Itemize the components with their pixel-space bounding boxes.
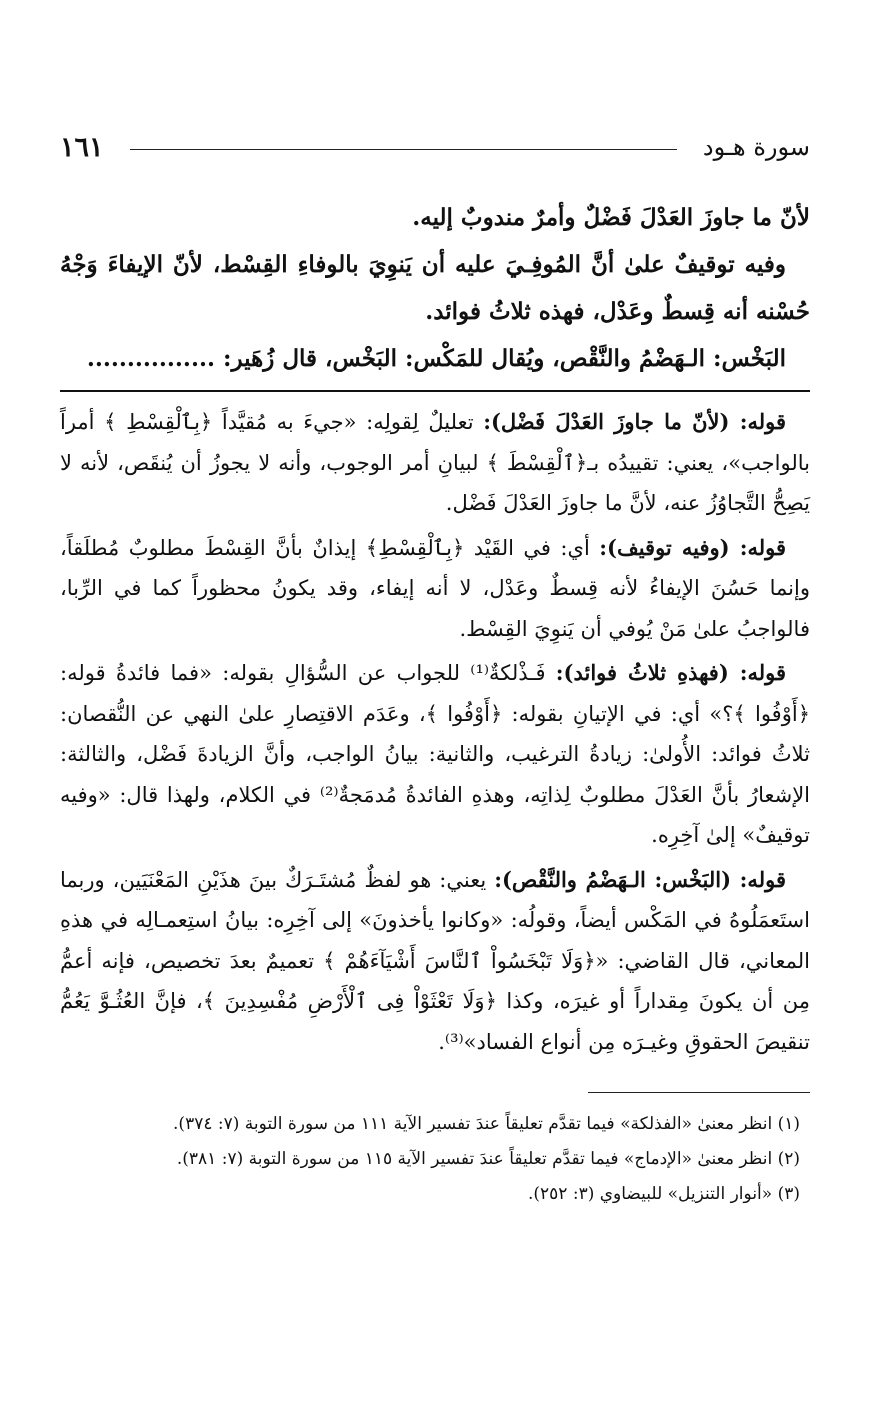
commentary-text-2: أي: في القَيْد ﴿بِٱلْقِسْطِ﴾ إيذانٌ بأنَّ القِسْطَ مطلوبٌ مُطلَقاً، وإنما حَسُنَ الإيفاءُ لأنه قِسطٌ وعَدْل، لا أنه إيفاء، وقد يكونُ محظوراً كما في الرِّبا، فالواجبُ علىٰ مَنْ يُوفي أن يَنوِيَ القِسْط. (60, 535, 810, 641)
commentary-paragraph-3 (60, 653, 810, 856)
text-commentary-divider (60, 390, 810, 392)
footnote-2: (٢) انظر معنىٰ «الإدماج» فيما تقدَّم تعليقاً عندَ تفسير الآية ١١٥ من سورة التوبة (٧: ٣٨١). (176, 1149, 800, 1169)
main-line-1: لأنّ ما جاوزَ العَدْلَ فَضْلٌ وأمرٌ مندوبٌ إليه. (412, 204, 810, 231)
commentary-lead-1: قوله: (لأنّ ما جاوزَ العَدْلَ فَضْل): (483, 409, 786, 434)
footnote-divider (588, 1092, 810, 1093)
commentary-paragraph-1 (60, 402, 810, 524)
page-header (60, 120, 810, 174)
commentary-text-1: تعليلٌ لِقولِه: «جيءَ به مُقيَّداً ﴿بِٱلْقِسْطِ ﴾ أمراً بالواجب»، يعني: تقييدُه بـ﴿ٱلْقِسْطَ ﴾ لبيانِ أمر الوجوب، وأنه لا يجوزُ أن يُنقَص، لأنه لا يَصِحُّ التَّجاوُزُ عنه، لأنَّ ما جاوزَ العَدْلَ فَضْل. (60, 410, 810, 515)
commentary-lead-4: قوله: (البَخْس: الـهَضْمُ والنَّقْص): (494, 866, 786, 892)
footnote-3: (٣) «أنوار التنزيل» للبيضاوي (٣: ٢٥٢). (527, 1184, 800, 1204)
commentary-lead-3: قوله: (فهذهِ ثلاثُ فوائد): (555, 660, 786, 685)
commentary-text-3: فَـذْلكةٌ⁽¹⁾ للجواب عن السُّؤالِ بقوله: «فما فائدةُ قوله: ﴿أَوْفُوا ﴾؟» أي: في الإتيانِ بقوله: ﴿أَوْفُوا ﴾، وعَدَم الاقتِصارِ علىٰ النهي عن النُّقصان: ثلاثُ فوائد: الأُولىٰ: زيادةُ الترغيب، والثانية: بيانُ الواجب، وأنَّ الزيادةَ فَضْل، والثالثة: الإشعارُ بأنَّ العَدْلَ مطلوبٌ لِذاتِه، وهذهِ الفائدةُ مُدمَجةٌ⁽²⁾ في الكلام، ولهذا قال: «وفيه توقيفٌ» إلىٰ آخِرِه. (60, 661, 811, 847)
page-number: ١٦١ (60, 131, 104, 163)
surah-title: سورة هـود (702, 133, 810, 161)
book-page (60, 120, 810, 1212)
main-line-3: البَخْس: الـهَضْمُ والنَّقْص، ويُقال للمَكْس: البَخْس، قال زُهَير: ................ (86, 345, 786, 372)
commentary-paragraph-4 (60, 860, 810, 1063)
commentary-text-4: يعني: هو لفظٌ مُشتَـرَكٌ بينَ هذَيْنِ المَعْنَيَين، وربما استَعمَلُوهُ في المَكْس أيضاً، وقولُه: «وكانوا يأخذونَ» إلى آخِرِه: بيانُ استِعمـالِه في هذهِ المعاني، قال القاضي: «﴿وَلَا تَبْخَسُواْ ٱلنَّاسَ أَشْيَآءَهُمْ ﴾ تعميمٌ بعدَ تخصيص، فإنه أعمُّ مِن أن يكونَ مِقداراً أو غيرَه، وكذا ﴿وَلَا تَعْثَوْاْ فِى ٱلْأَرْضِ مُفْسِدِينَ ﴾، فإنَّ العُثُـوَّ يَعُمُّ تنقيصَ الحقوقِ وغيـرَه مِن أنواع الفساد»⁽³⁾. (60, 867, 810, 1054)
footnotes (60, 1107, 810, 1212)
commentary (60, 402, 810, 1062)
main-paragraph-2: وفيه توقيفٌ علىٰ أنَّ المُوفِـيَ عليه أن يَنوِيَ بالوفاءِ القِسْط، لأنّ الإيفاءَ وَجْهُ حُسْنه أنه قِسطٌ وعَدْل، فهذه ثلاثُ فوائد. (60, 251, 810, 325)
main-text (60, 194, 810, 382)
header-rule (130, 149, 677, 150)
footnote-1: (١) انظر معنىٰ «الفذلكة» فيما تقدَّم تعليقاً عندَ تفسير الآية ١١١ من سورة التوبة (٧: ٣٧٤). (173, 1114, 800, 1134)
commentary-paragraph-2 (60, 528, 810, 650)
commentary-lead-2: قوله: (وفيه توقيف): (599, 534, 786, 560)
